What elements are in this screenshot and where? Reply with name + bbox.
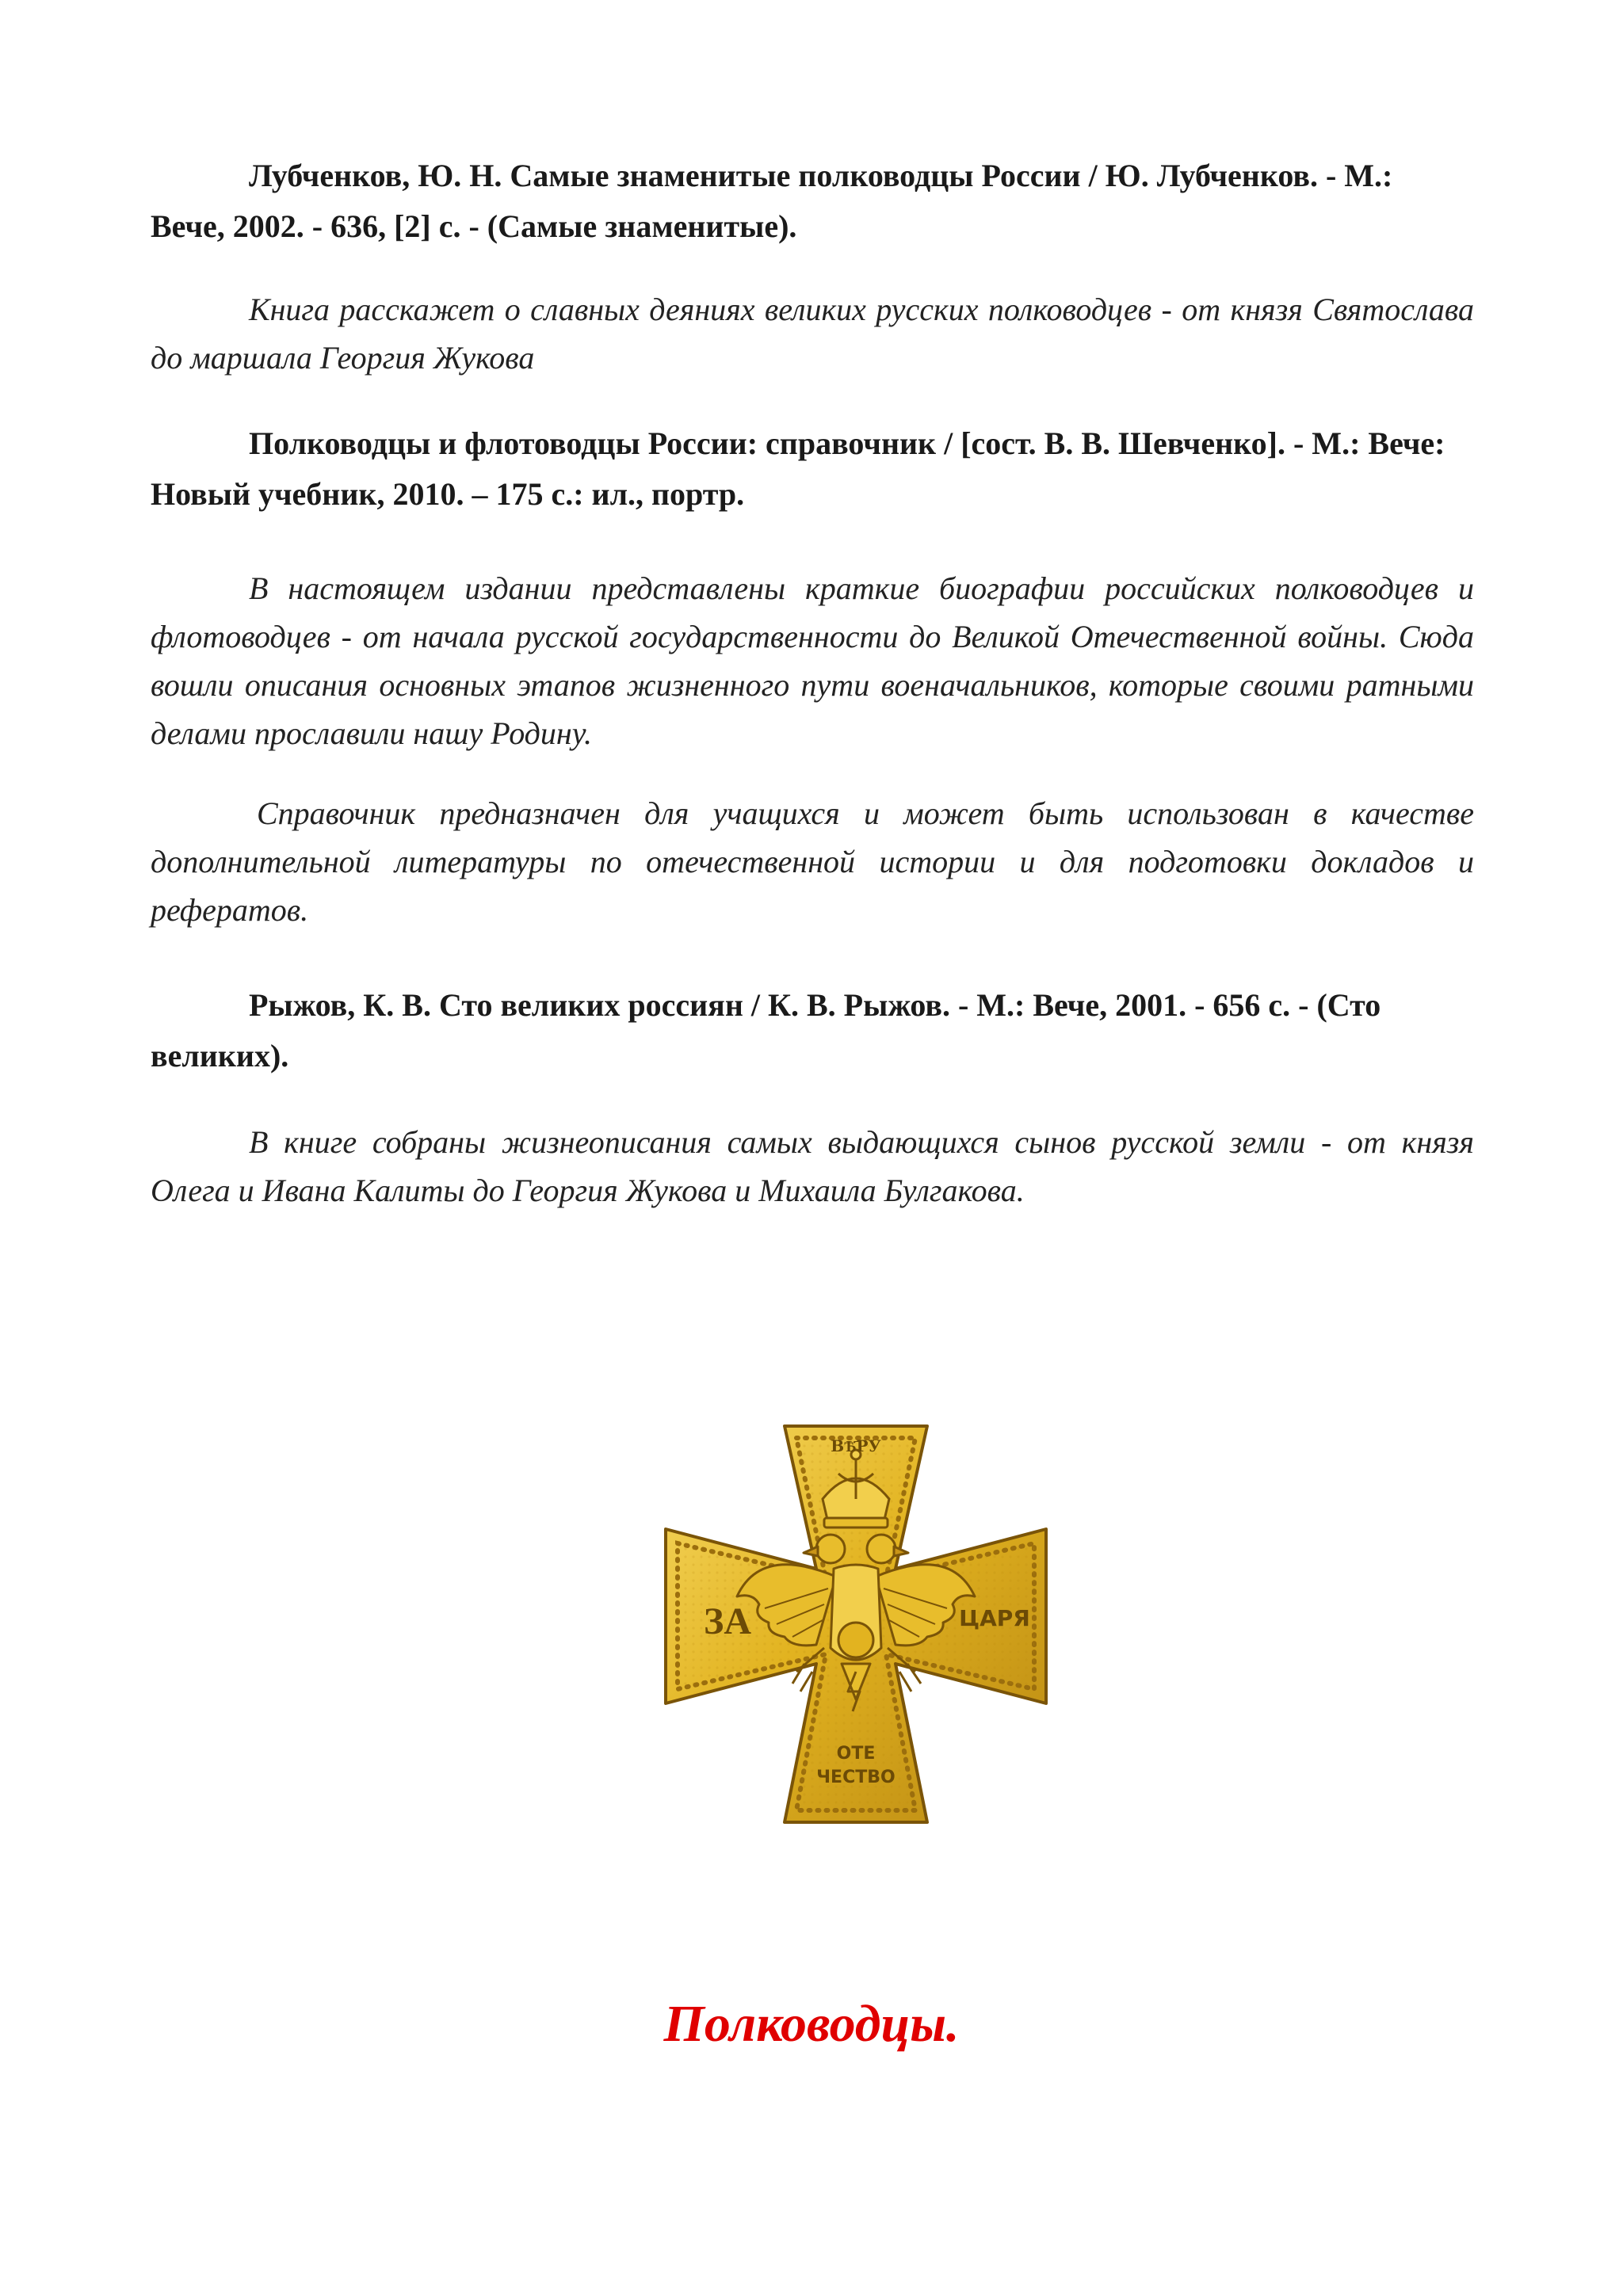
bibliography-list bbox=[151, 151, 1474, 1215]
entry-description: Справочник предназначен для учащихся и может быть использован в качестве дополнительной литературы по отечественной истории и для подготовки докладов и рефератов. bbox=[151, 795, 1474, 928]
entry-description: В настоящем издании представлены краткие биографии российских полководцев и флотоводцев - от начала русской государственности до Великой Отечественной войны. Сюда вошли описания основных этапов жизненного пути военачальников, которые своими ратными делами прославили нашу Родину. bbox=[151, 570, 1474, 751]
entry-description: Книга расскажет о славных деяниях великих русских полководцев - от князя Святослава до маршала Георгия Жукова bbox=[151, 292, 1474, 376]
medal-inscription-left: ЗА bbox=[704, 1600, 751, 1642]
entry-description: В книге собраны жизнеописания самых выдающихся сынов русской земли - от князя Олега и Ивана Калиты до Георгия Жукова и Михаила Булгакова. bbox=[151, 1124, 1474, 1208]
medal-inscription-top: ВѢ҃РУ bbox=[831, 1436, 881, 1455]
medal-inscription-bottom-2: ЧЕСТВО bbox=[816, 1768, 896, 1787]
entry-title: Лубченков, Ю. Н. Самые знаменитые полководцы России / Ю. Лубченков. - М.: Вече, 2002. - 636, [2] с. - (Самые знаменитые). bbox=[151, 158, 1393, 244]
entry-title: Полководцы и флотоводцы России: справочник / [сост. В. В. Шевченко]. - М.: Вече: Новый учебник, 2010. – 175 с.: ил., портр. bbox=[151, 425, 1445, 512]
medal-inscription-bottom-1: ОТЕ bbox=[836, 1744, 876, 1764]
entry-title: Рыжов, К. В. Сто великих россиян / К. В. Рыжов. - М.: Вече, 2001. - 656 с. - (Сто великих). bbox=[151, 987, 1381, 1074]
medal-inscription-right: ЦАРЯ bbox=[959, 1605, 1030, 1631]
section-heading: Полководцы. bbox=[663, 1995, 960, 2053]
militia-cross-badge-icon bbox=[634, 1410, 1078, 1886]
